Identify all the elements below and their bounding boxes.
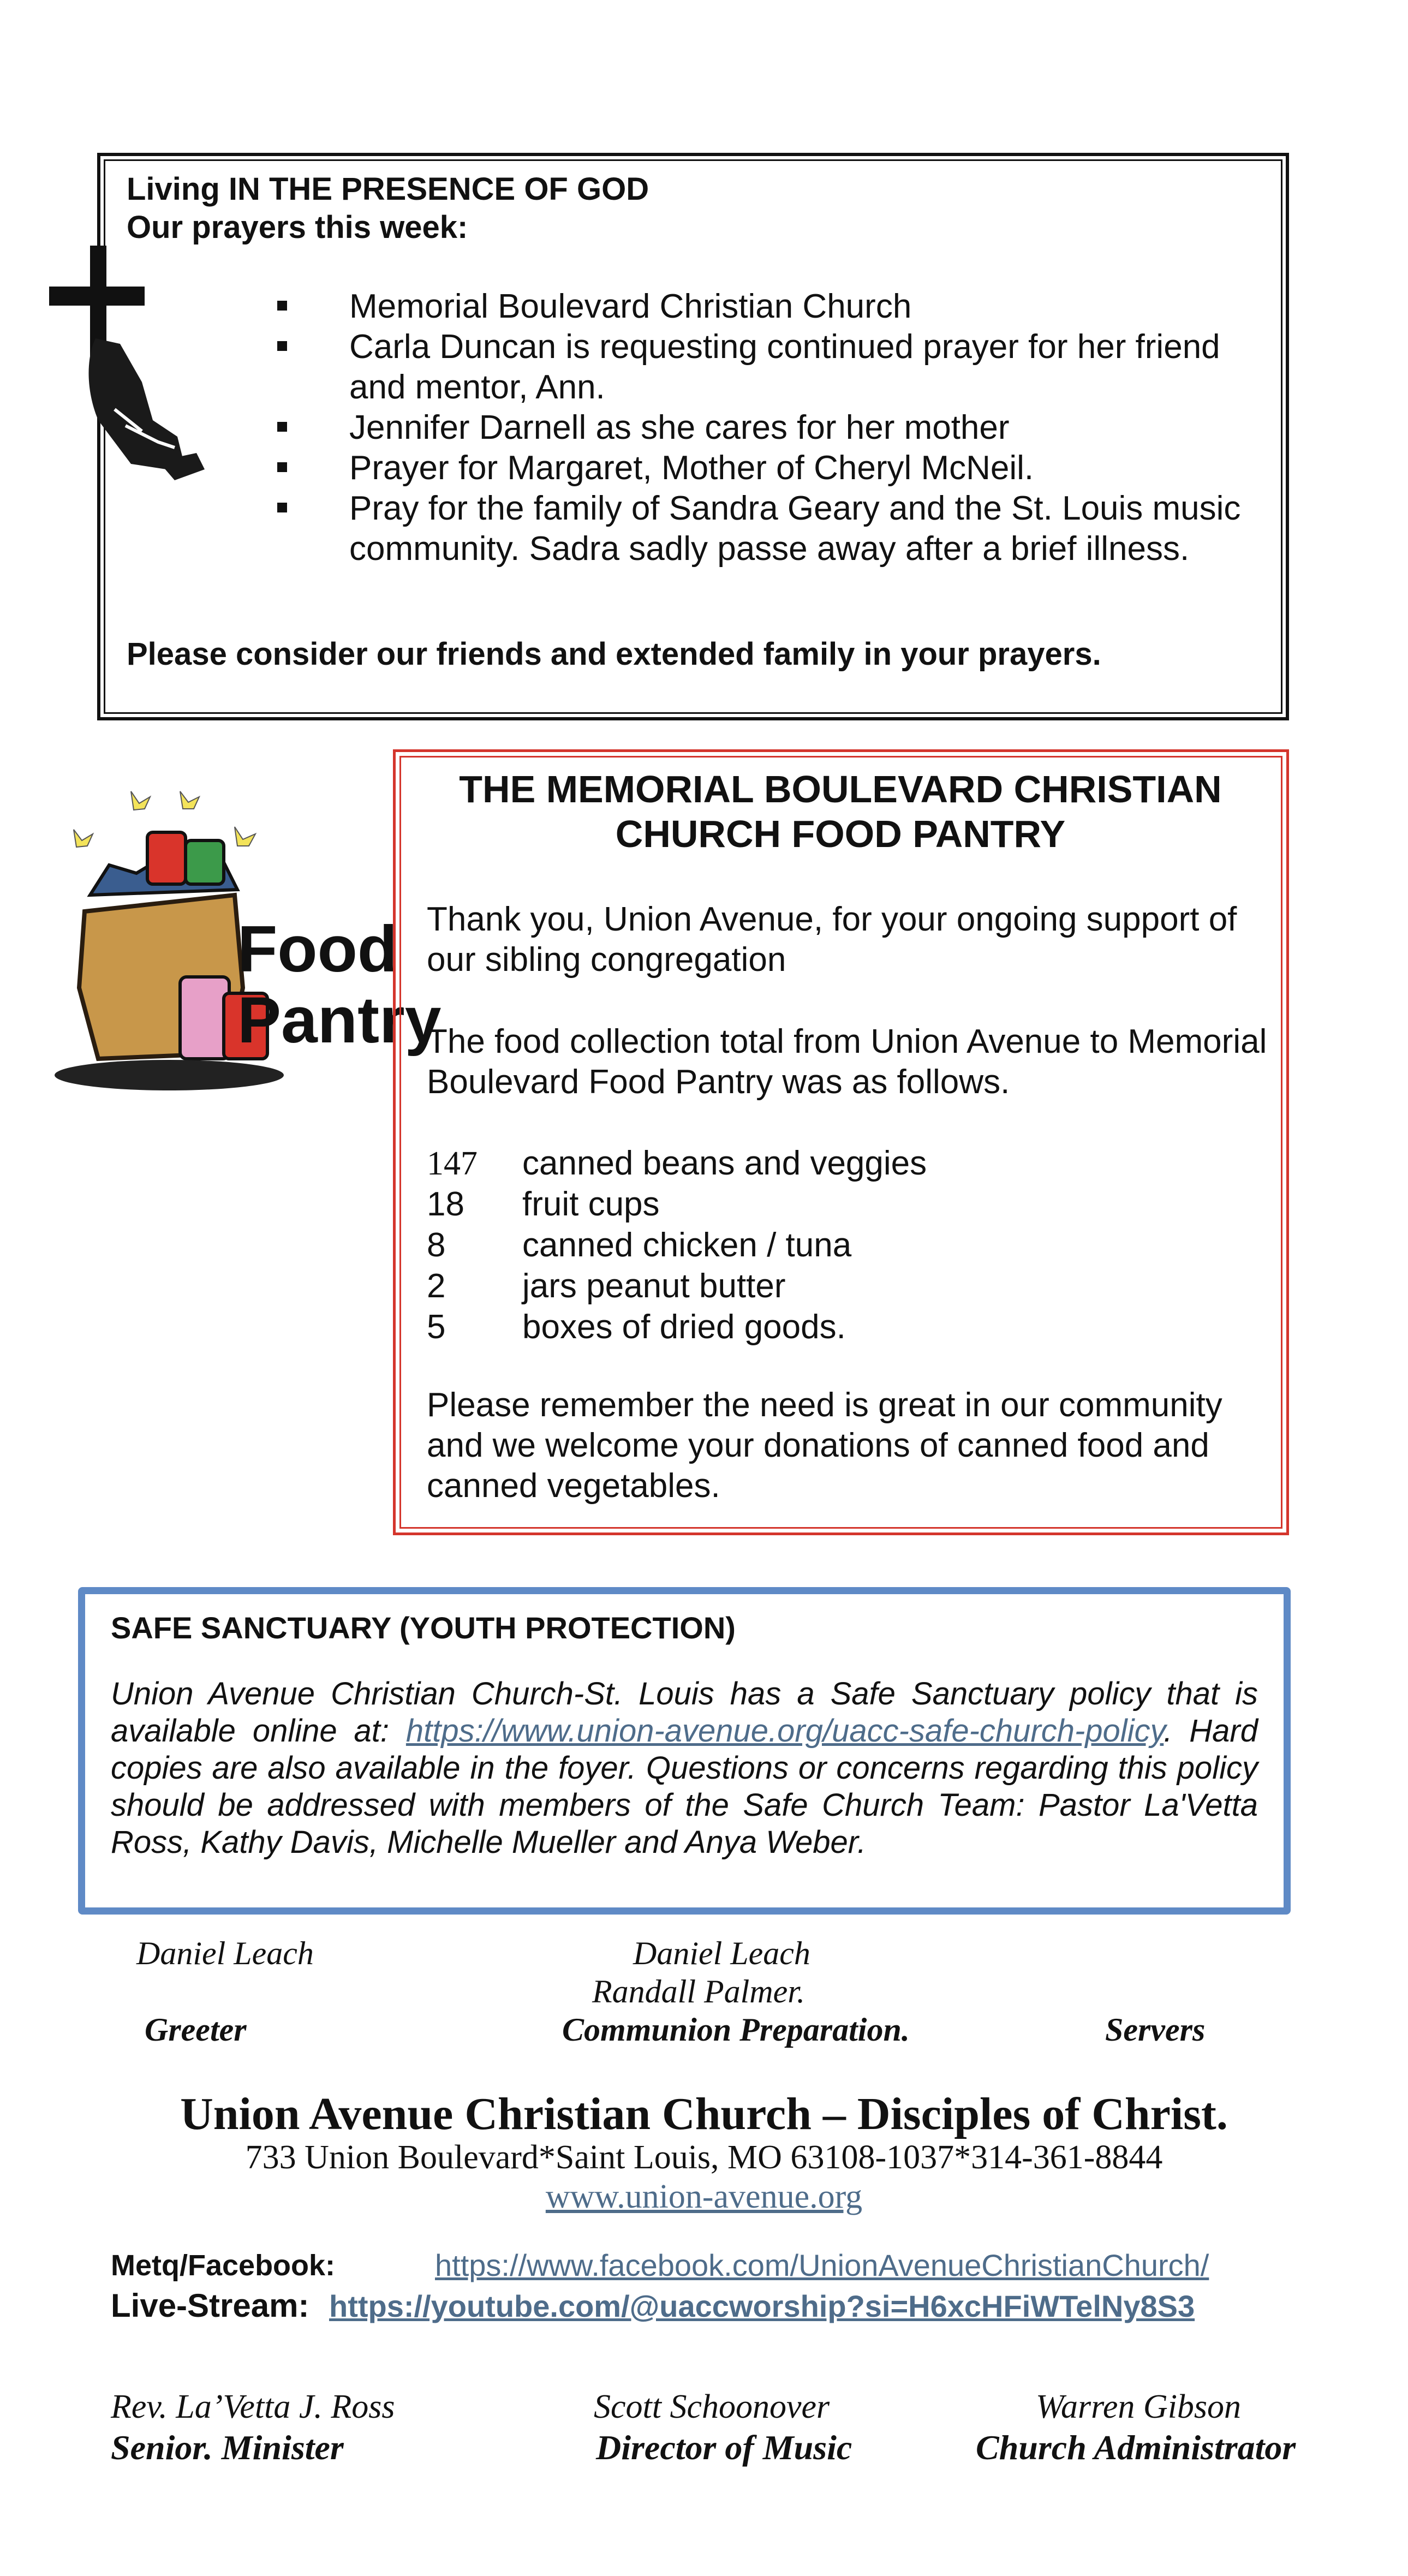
pantry-item-row [427,1266,786,1307]
facebook-label: Metq/Facebook: [111,2249,336,2282]
church-name: Union Avenue Christian Church – Disciples of Christ. [180,2089,1228,2139]
servers-title: Servers [1105,2012,1206,2048]
prayer-subheading: Our prayers this week: [127,210,468,245]
pantry-item-name: canned beans and veggies [522,1144,927,1182]
prayer-item: Prayer for Margaret, Mother of Cheryl McNeil. [273,448,1272,488]
prayer-item: Jennifer Darnell as she cares for her mother [273,408,1272,448]
staff-name: Warren Gibson [1036,2388,1242,2425]
livestream-label: Live-Stream: [111,2287,309,2324]
safe-text-before: Union Avenue Christian Church-St. Louis has a Safe Sanctuary policy that is available online at: [111,1676,1258,1749]
pantry-item-row [427,1225,851,1266]
staff-name: Scott Schoonover [594,2388,830,2425]
pantry-item-name: boxes of dried goods. [522,1308,846,1346]
pantry-closing: Please remember the need is great in our community and we welcome your donations of canned food and canned vegetables. [427,1386,1222,1505]
pantry-item-row [427,1143,927,1184]
livestream-link[interactable]: https://youtube.com/@uaccworship?si=H6xcHFiWTelNy8S3 [329,2289,1195,2323]
praying-hands-cross-icon [49,246,213,518]
staff-title: Director of Music [596,2428,852,2467]
pantry-intro: The food collection total from Union Avenue to Memorial Boulevard Food Pantry was as follows. [427,1023,1267,1101]
communion-name-1: Daniel Leach [633,1935,810,1971]
safe-church-policy-link[interactable]: https://www.union-avenue.org/uacc-safe-church-policy [405,1713,1164,1749]
pantry-item-qty: 147 [427,1145,478,1182]
pantry-title: THE MEMORIAL BOULEVARD CHRISTIAN CHURCH FOOD PANTRY [459,768,1222,855]
pantry-item-row [427,1184,660,1225]
pantry-item-qty: 2 [427,1267,446,1305]
prayer-list [273,287,1272,569]
pantry-item-name: jars peanut butter [522,1267,786,1305]
food-pantry-logo-text-2: Pantry [237,983,442,1057]
staff-name: Rev. La’Vetta J. Ross [111,2388,395,2425]
prayer-item: Memorial Boulevard Christian Church [273,287,1272,327]
safe-sanctuary-text [111,1675,1258,1861]
safe-sanctuary-title: SAFE SANCTUARY (YOUTH PROTECTION) [111,1611,736,1645]
church-website-link[interactable]: www.union-avenue.org [545,2178,863,2215]
facebook-link[interactable]: https://www.facebook.com/UnionAvenueChristianChurch/ [435,2248,1209,2282]
greeter-title: Greeter [145,2012,247,2048]
safe-text-after: . Hard copies are also available in the foyer. Questions or concerns regarding this policy should be addressed with members of the Safe Church Team: Pastor La'Vetta Ross, Kathy Davis, Michelle Mueller and Anya Weber. [111,1713,1258,1860]
pantry-item-qty: 5 [427,1308,446,1346]
greeter-name: Daniel Leach [136,1935,314,1971]
staff-title: Senior. Minister [111,2428,344,2467]
church-address: 733 Union Boulevard*Saint Louis, MO 63108-1037*314-361-8844 [245,2139,1163,2176]
communion-name-2: Randall Palmer. [592,1973,805,2009]
food-pantry-logo [49,770,442,1113]
pantry-item-row [427,1307,846,1347]
food-pantry-logo-text-1: Food [237,913,398,986]
pantry-item-qty: 18 [427,1185,464,1223]
pantry-item-name: canned chicken / tuna [522,1226,852,1264]
prayer-item: Pray for the family of Sandra Geary and the St. Louis music community. Sadra sadly passe away after a brief illness. [273,488,1272,569]
prayer-heading: Living IN THE PRESENCE OF GOD [127,171,649,207]
pantry-item-qty: 8 [427,1226,446,1264]
communion-title: Communion Preparation. [562,2012,910,2048]
prayer-footer: Please consider our friends and extended family in your prayers. [127,636,1101,672]
pantry-item-name: fruit cups [522,1185,660,1223]
staff-title: Church Administrator [976,2428,1296,2467]
prayer-item: Carla Duncan is requesting continued prayer for her friend and mentor, Ann. [273,327,1272,408]
pantry-thanks: Thank you, Union Avenue, for your ongoing support of our sibling congregation [427,901,1237,979]
